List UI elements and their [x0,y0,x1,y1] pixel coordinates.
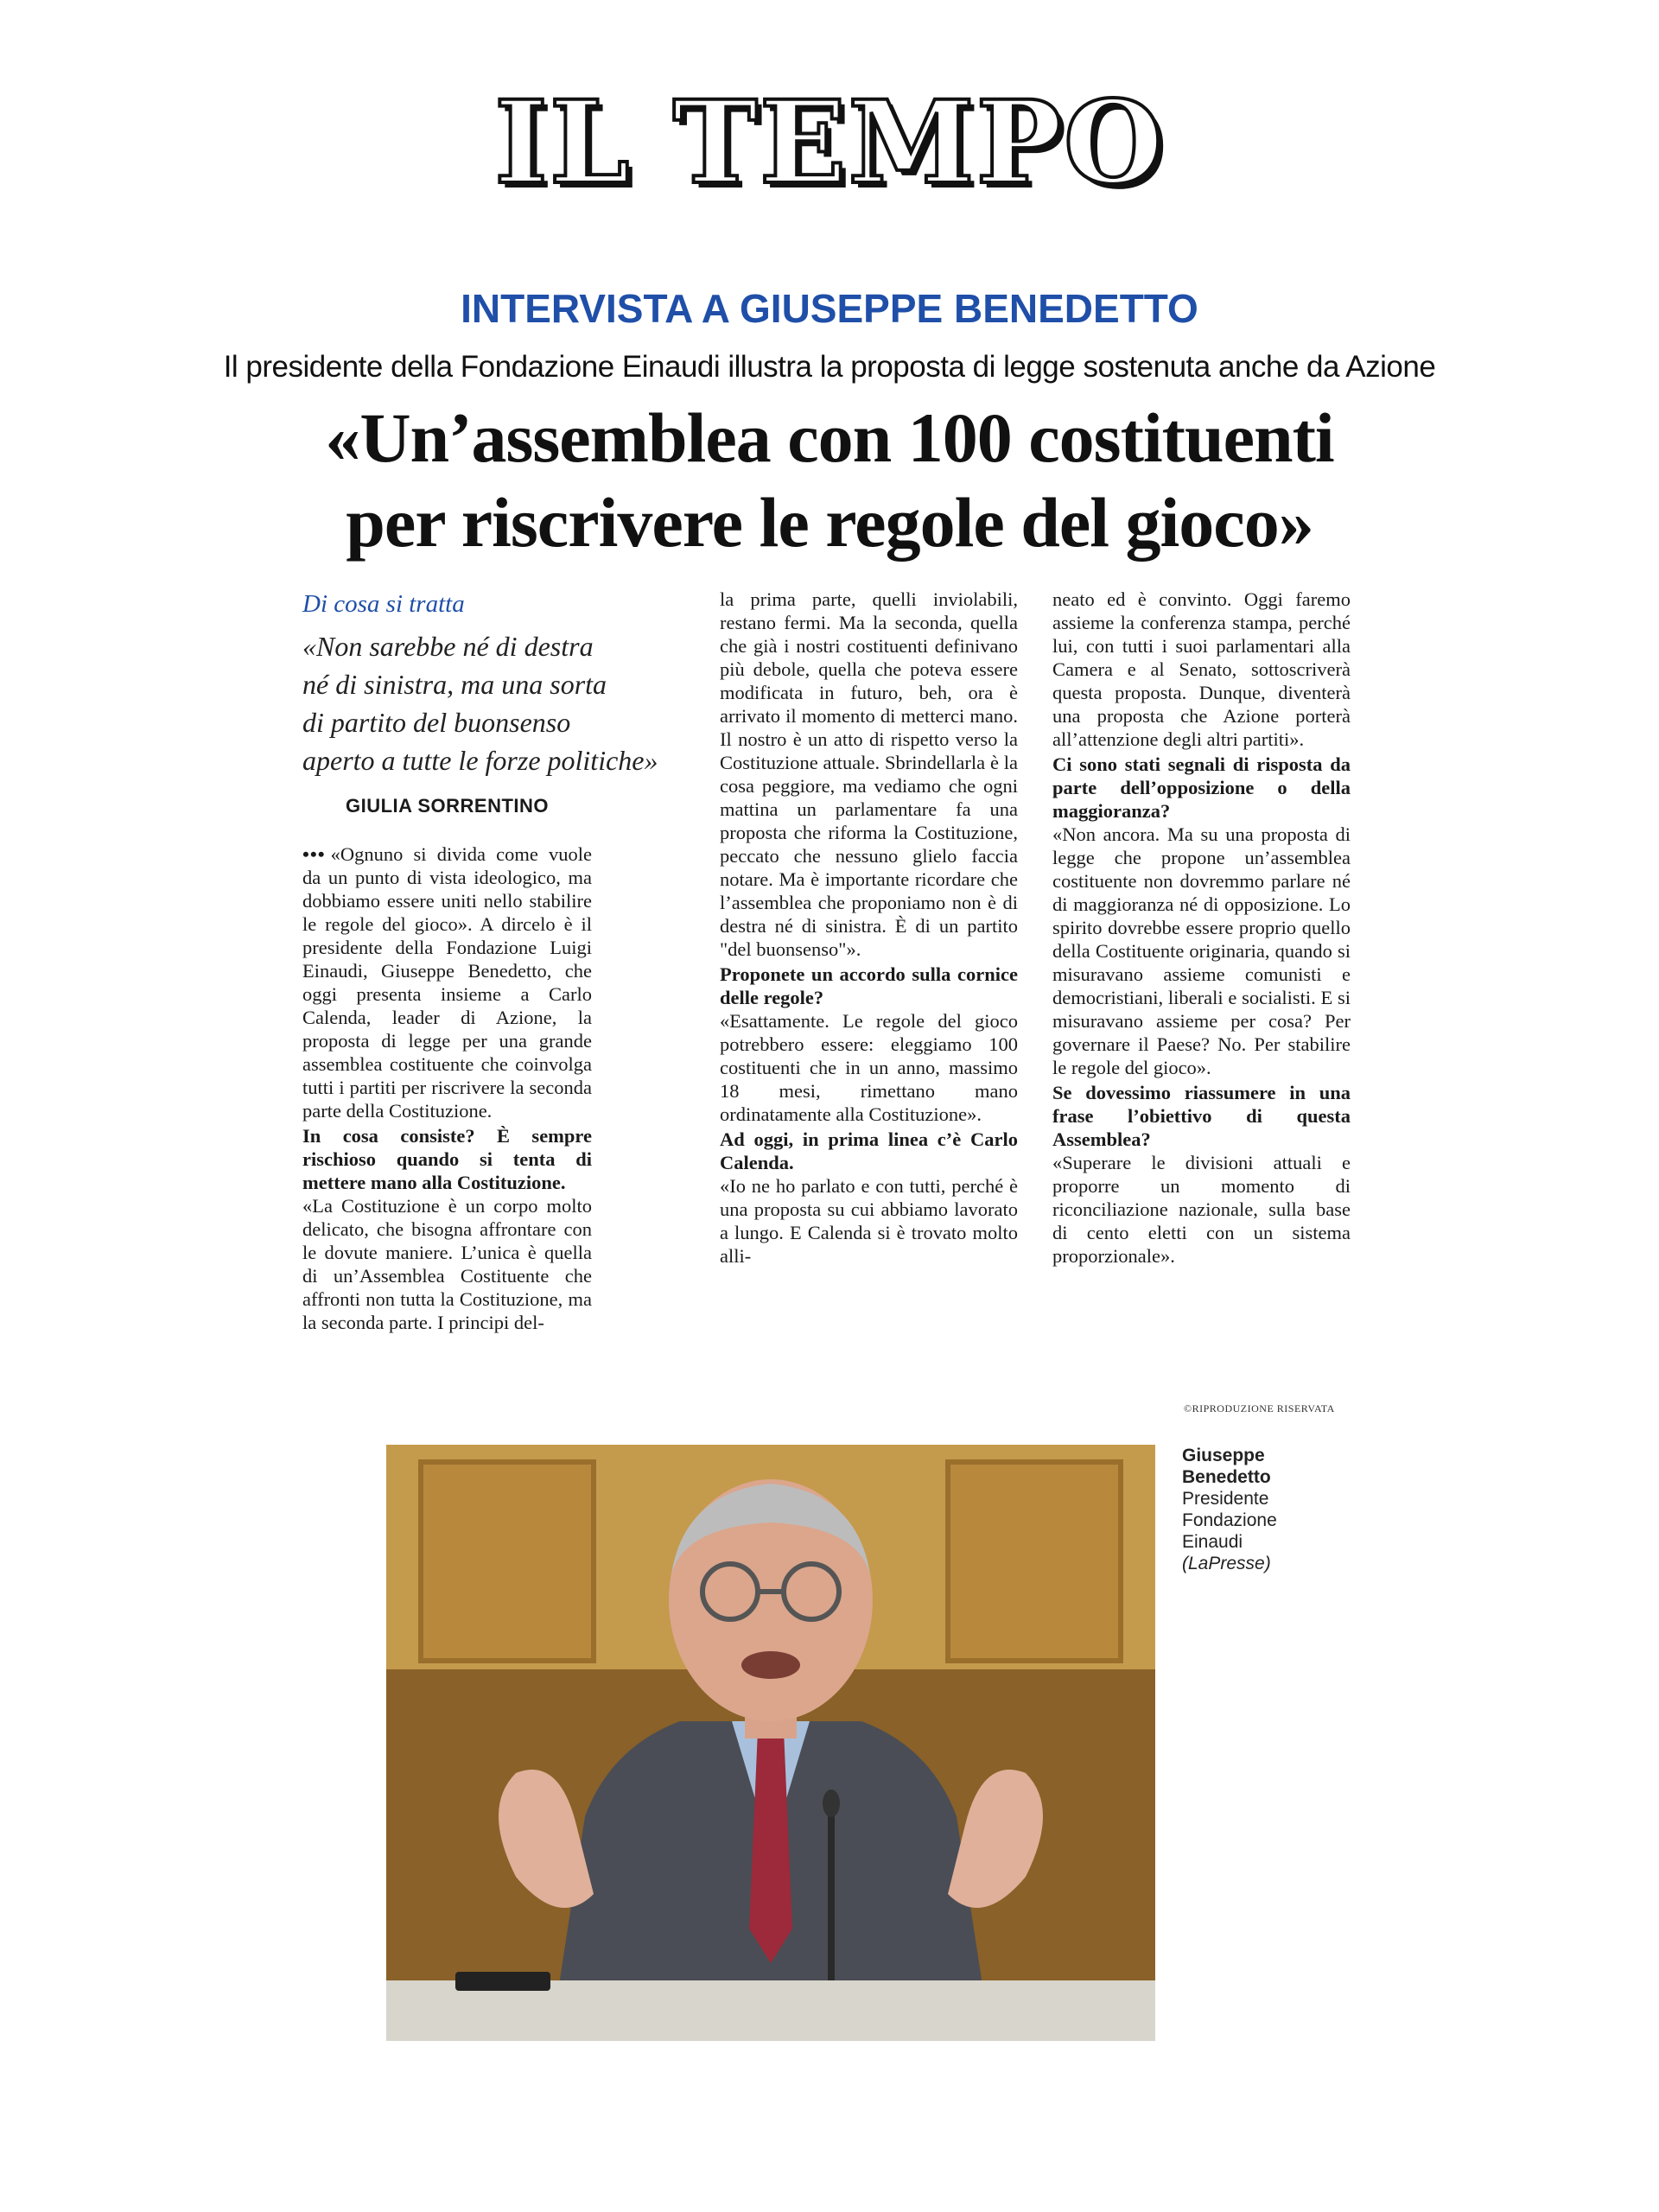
pull-quote [302,627,709,779]
pull-quote-line: di partito del buonsenso [302,707,571,738]
interview-question: Ci sono stati segnali di risposta da parte dell’opposizione o della maggioranza? [1052,753,1351,822]
headline-line: per riscrivere le regole del gioco» [346,483,1313,562]
byline: GIULIA SORRENTINO [346,795,550,817]
interview-answer: «Io ne ho parlato e con tutti, perché è una proposta su cui abbiamo lavorato a lungo. E Calenda si è trovato molto alli- [720,1175,1018,1267]
summary-line: Il presidente della Fondazione Einaudi illustra la proposta di legge sostenuta anche da Azione [223,350,1436,384]
interview-answer: neato ed è convinto. Oggi faremo assieme la conferenza stampa, perché lui, con tutti i suoi parlamentari alla Camera e al Senato, sottoscriverà questa proposta. Dunque, diventerà una proposta che Azione porterà all’attenzione degli altri partiti». [1052,588,1351,750]
interview-answer: «Non ancora. Ma su una proposta di legge che propone un’assemblea costituente non dovremmo parlare né di maggioranza né di opposizione. Lo spirito dovrebbe essere proprio quello della Costituente originaria, quando si misuravano assieme comunisti e democristiani, liberali e socialisti. E si misuravano assieme per cosa? Per governare il Paese? No. Per stabilire le regole del gioco». [1052,823,1351,1078]
interview-answer: «Esattamente. Le regole del gioco potrebbero essere: eleggiamo 100 costituenti che in un anno, massimo 18 mesi, rimettano mano ordinatamente alla Costituzione». [720,1010,1018,1125]
caption-role: Einaudi [1182,1532,1243,1552]
interview-question: In cosa consiste? È sempre rischioso quando si tenta di mettere mano alla Costituzione. [302,1125,592,1193]
interview-answer: la prima parte, quelli inviolabili, restano fermi. Ma la seconda, quella che già i nostri costituenti definivano più debole, quella che poteva essere modificata in futuro, beh, ora è arrivato il momento di metterci mano. Il nostro è un atto di rispetto verso la Costituzione attuale. Sbrindellarla è la cosa peggiore, ma vediamo che ogni mattina un parlamentare fa una proposta che riforma la Costituzione, peccato che nessuno glielo faccia notare. Ma è importante ricordare che l’assemblea che proponiamo non è di destra né di sinistra. È di un partito "del buonsenso"». [720,588,1018,960]
sidebar-label: Di cosa si tratta [302,590,465,618]
portrait-illustration [386,1445,1155,2041]
photo-caption [1182,1445,1320,1574]
headline-line: «Un’assemblea con 100 costituenti [325,398,1334,477]
interview-answer: «La Costituzione è un corpo molto delicato, che bisogna affrontare con le dovute maniere. L’unica è quella di un’Assemblea Costituente che affronti non tutta la Costituzione, ma la seconda parte. I principi del- [302,1195,592,1333]
pull-quote-line: aperto a tutte le forze politiche» [302,745,658,776]
masthead-logo: IL TEMPO [494,76,1165,210]
article-column-1 [302,842,592,1334]
interview-question: Ad oggi, in prima linea c’è Carlo Calenda. [720,1128,1018,1173]
lead-dots: ••• [302,843,326,865]
kicker: INTERVISTA A GIUSEPPE BENEDETTO [461,286,1198,331]
headline [0,396,1659,565]
caption-role: Presidente [1182,1489,1269,1509]
caption-name: Giuseppe [1182,1446,1265,1465]
interview-question: Proponete un accordo sulla cornice delle regole? [720,963,1018,1008]
portrait-photo [386,1445,1155,2041]
interview-answer: «Superare le divisioni attuali e proporre un momento di riconciliazione nazionale, sulla base di cento eletti con un sistema proporzionale». [1052,1152,1351,1267]
article-column-2 [720,588,1018,1268]
caption-role: Fondazione [1182,1510,1277,1530]
caption-name: Benedetto [1182,1467,1271,1487]
article-paragraph: «Ognuno si divida come vuole da un punto di vista ideologico, ma dobbiamo essere uniti nello stabilire le regole del gioco». A dircelo è il presidente della Fondazione Luigi Einaudi, Giuseppe Benedetto, che oggi presenta insieme a Carlo Calenda, leader di Azione, la proposta di legge per una grande assemblea costituente che coinvolga tutti i partiti per riscrivere la seconda parte della Costituzione. [302,843,592,1122]
interview-question: Se dovessimo riassumere in una frase l’obiettivo di questa Assemblea? [1052,1082,1351,1150]
article-column-3 [1052,588,1351,1268]
pull-quote-line: né di sinistra, ma una sorta [302,669,607,700]
pull-quote-line: «Non sarebbe né di destra [302,631,594,662]
copyright-notice: ©RIPRODUZIONE RISERVATA [1184,1402,1335,1414]
caption-credit: (LaPresse) [1182,1554,1271,1573]
